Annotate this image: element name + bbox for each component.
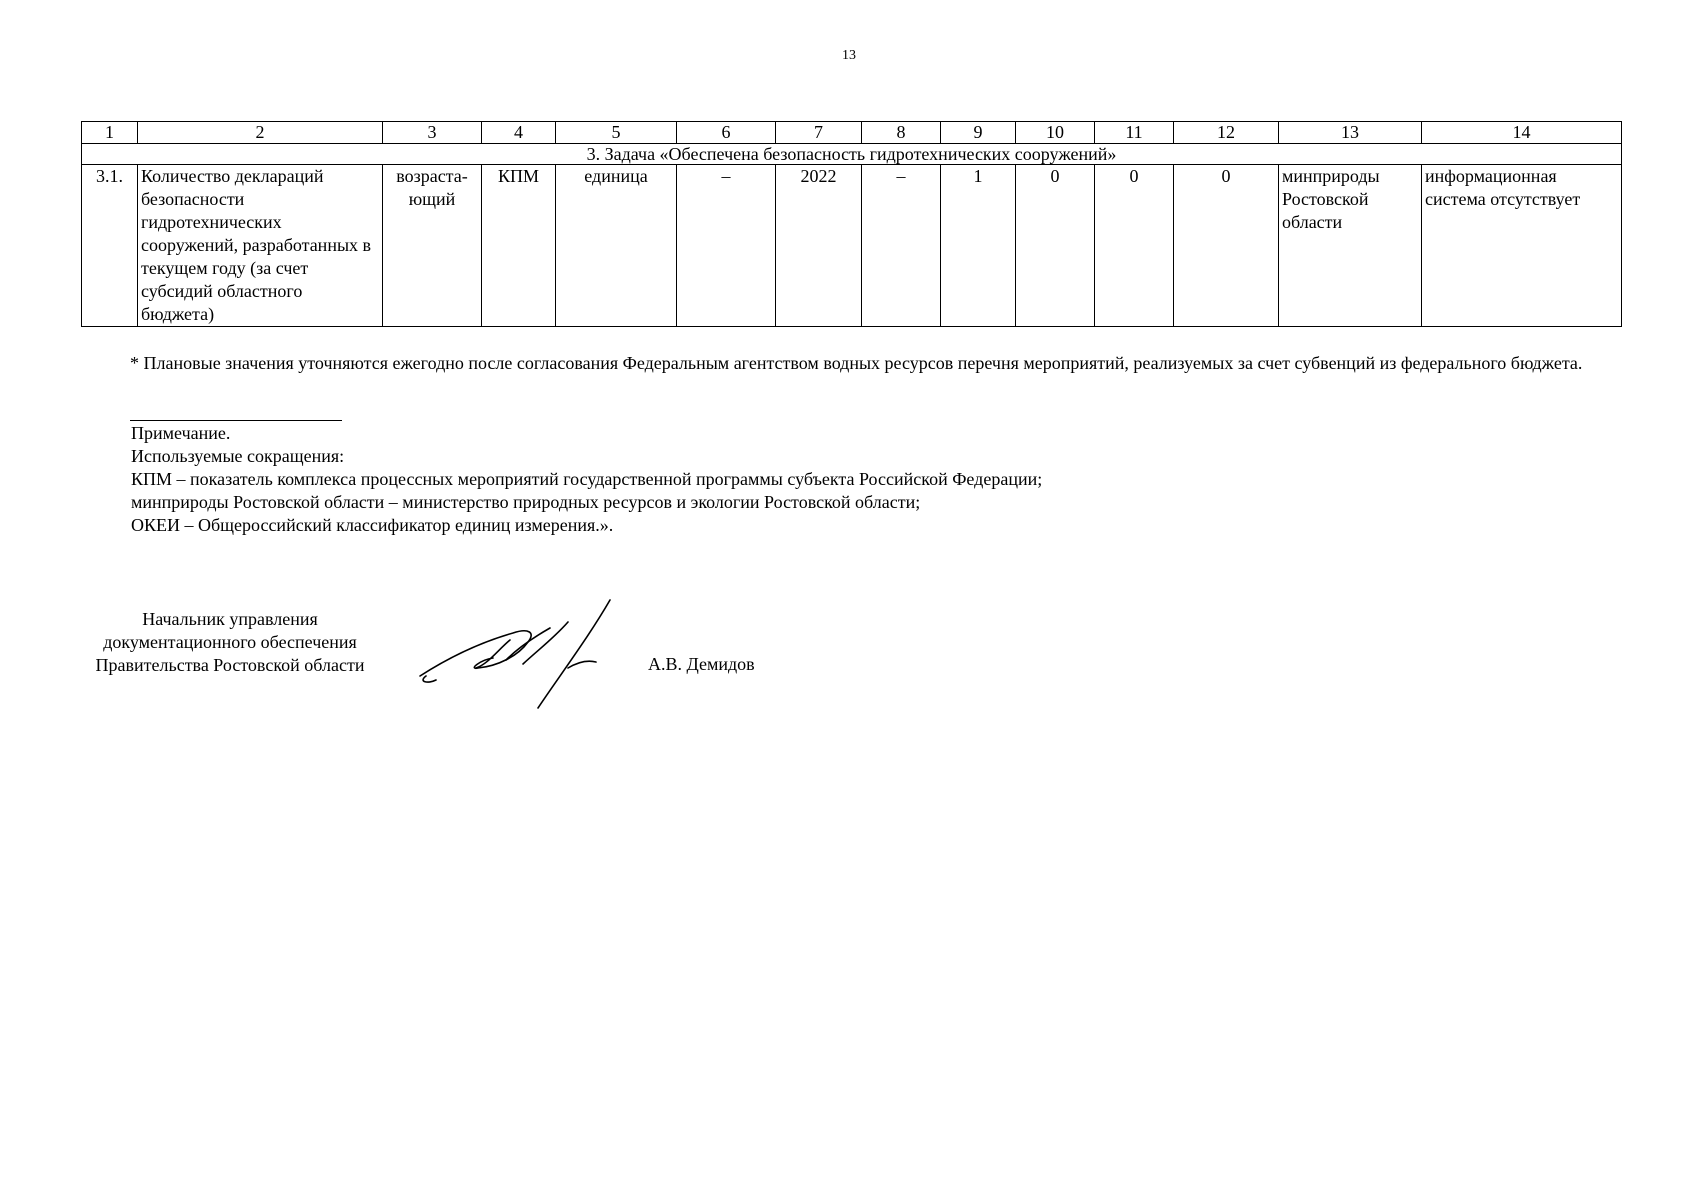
signer-position-line: Правительства Ростовской области bbox=[95, 655, 365, 675]
indicator-name: Количество деклараций безопасности гидротехнических сооружений, разработанных в текущем году (за счет субсидий областного бюджета) bbox=[138, 165, 383, 327]
notes-subtitle: Используемые сокращения: bbox=[131, 446, 345, 466]
indicators-table bbox=[81, 121, 1622, 327]
column-number: 10 bbox=[1016, 122, 1095, 144]
cell-col8: – bbox=[862, 165, 941, 327]
column-number: 3 bbox=[383, 122, 482, 144]
notes-item: КПМ – показатель комплекса процессных мероприятий государственной программы субъекта Российской Федерации; bbox=[131, 469, 1043, 489]
cell-col11: 0 bbox=[1095, 165, 1174, 327]
notes-item: ОКЕИ – Общероссийский классификатор единиц измерения.». bbox=[131, 515, 614, 535]
indicator-unit: единица bbox=[556, 165, 677, 327]
row-number: 3.1. bbox=[82, 165, 138, 327]
notes-block bbox=[131, 422, 1531, 537]
column-number: 13 bbox=[1279, 122, 1422, 144]
handwritten-signature bbox=[418, 598, 628, 710]
column-number: 9 bbox=[941, 122, 1016, 144]
cell-col10: 0 bbox=[1016, 165, 1095, 327]
column-number: 4 bbox=[482, 122, 556, 144]
signer-position bbox=[70, 608, 390, 677]
column-number: 5 bbox=[556, 122, 677, 144]
table-row bbox=[82, 165, 1622, 327]
column-number: 1 bbox=[82, 122, 138, 144]
task-row bbox=[82, 144, 1622, 165]
column-number: 2 bbox=[138, 122, 383, 144]
signer-position-line: Начальник управления bbox=[142, 609, 318, 629]
column-number-row bbox=[82, 122, 1622, 144]
notes-title: Примечание. bbox=[131, 423, 231, 443]
signer-position-line: документационного обеспечения bbox=[103, 632, 357, 652]
signer-name: А.В. Демидов bbox=[648, 654, 755, 674]
indicator-direction: возраста-ющий bbox=[383, 165, 482, 327]
indicator-type: КПМ bbox=[482, 165, 556, 327]
responsible-body: минприроды Ростовской области bbox=[1279, 165, 1422, 327]
footnote-divider bbox=[130, 420, 342, 421]
cell-col12: 0 bbox=[1174, 165, 1279, 327]
column-number: 11 bbox=[1095, 122, 1174, 144]
cell-col6: – bbox=[677, 165, 776, 327]
cell-col9: 1 bbox=[941, 165, 1016, 327]
notes-item: минприроды Ростовской области – министерство природных ресурсов и экологии Ростовской области; bbox=[131, 492, 921, 512]
page-number: 13 bbox=[842, 48, 856, 63]
column-number: 6 bbox=[677, 122, 776, 144]
footnote: * Плановые значения уточняются ежегодно после согласования Федеральным агентством водных ресурсов перечня мероприятий, реализуемых за счет субвенций из федерального бюджета. bbox=[130, 353, 1583, 373]
column-number: 7 bbox=[776, 122, 862, 144]
info-system: информационная система отсутствует bbox=[1422, 165, 1622, 327]
task-title: 3. Задача «Обеспечена безопасность гидротехнических сооружений» bbox=[82, 144, 1622, 165]
column-number: 12 bbox=[1174, 122, 1279, 144]
column-number: 8 bbox=[862, 122, 941, 144]
column-number: 14 bbox=[1422, 122, 1622, 144]
cell-year: 2022 bbox=[776, 165, 862, 327]
